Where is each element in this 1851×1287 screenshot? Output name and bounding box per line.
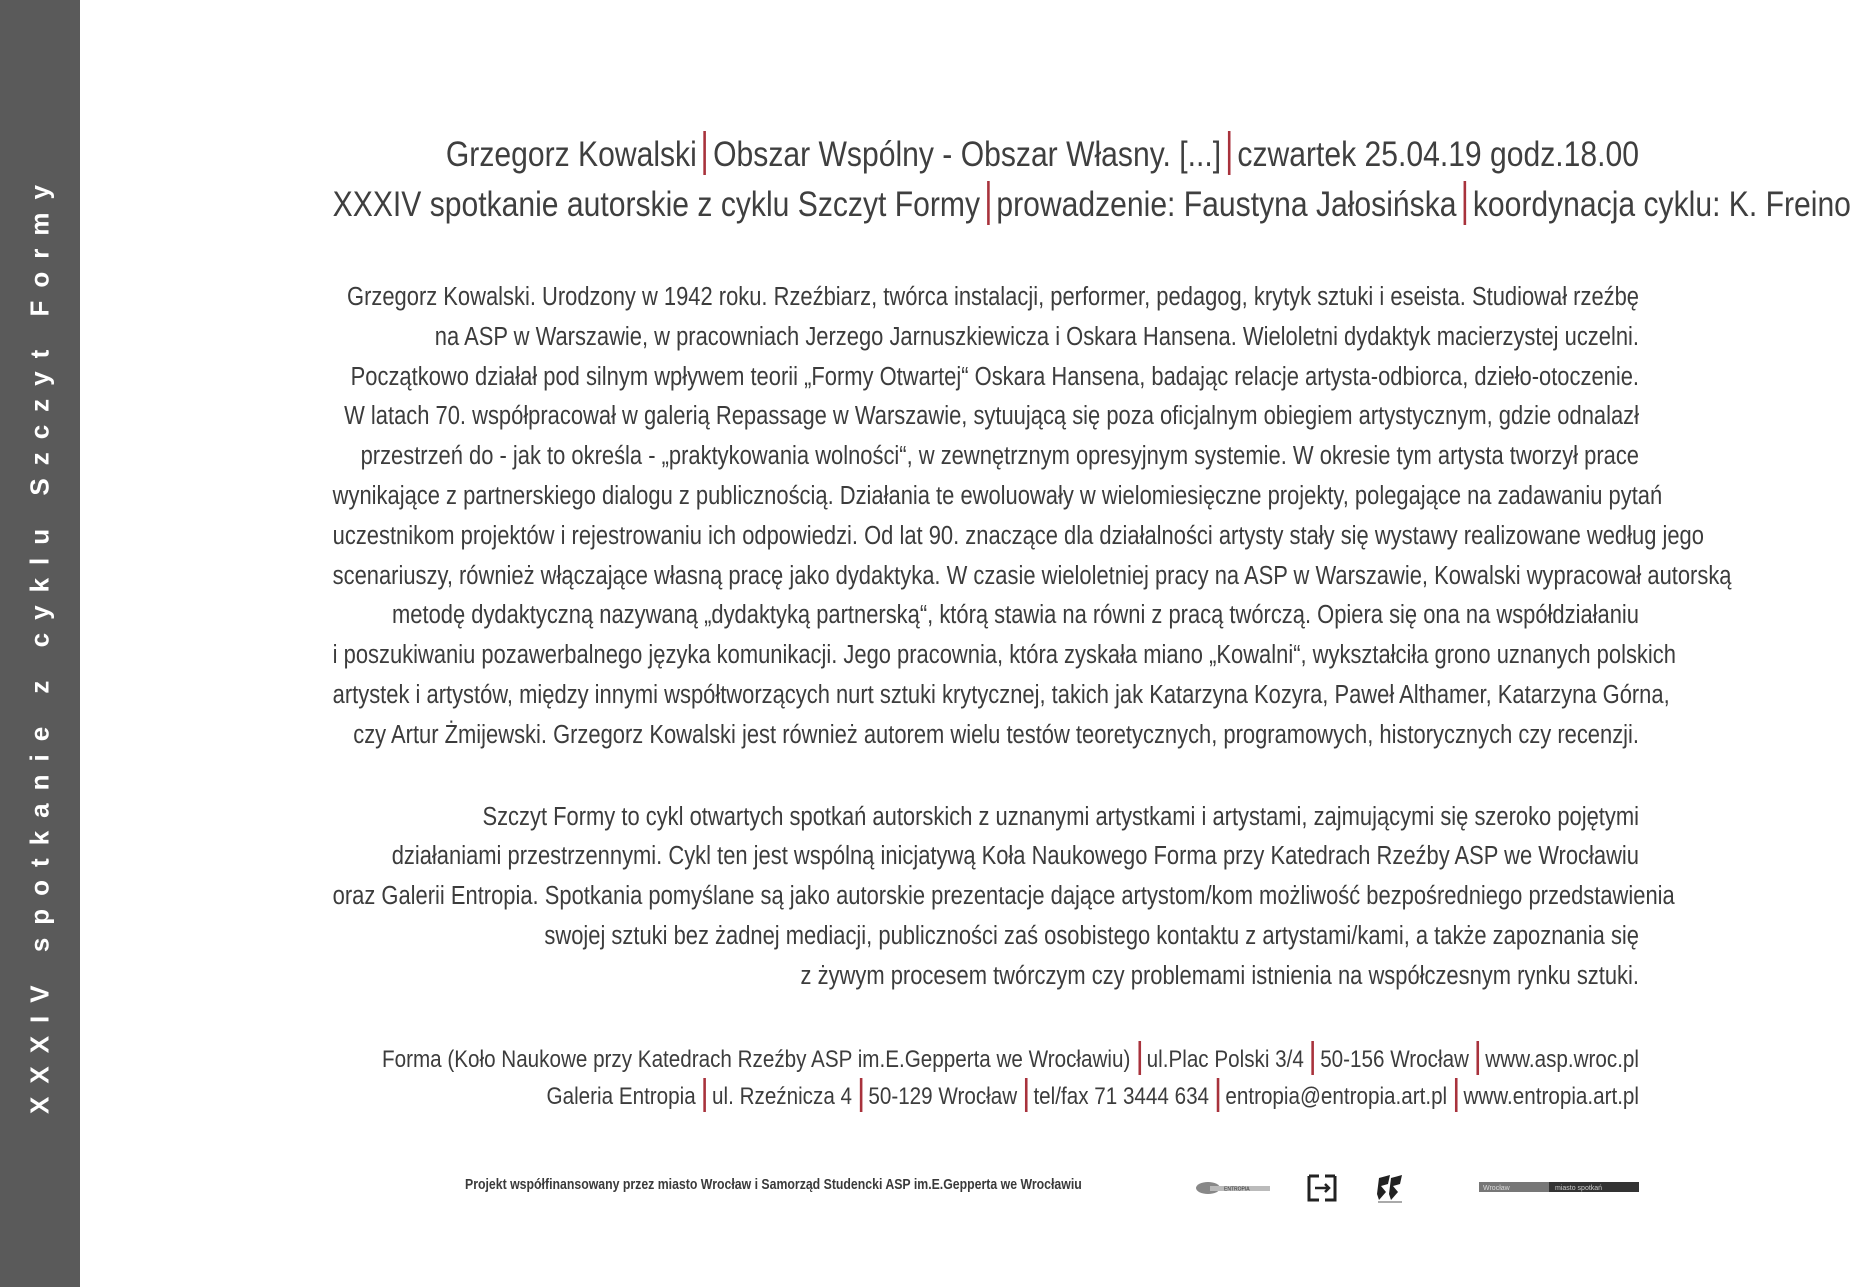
entropia-logo xyxy=(1194,1178,1274,1198)
bio-line: Grzegorz Kowalski. Urodzony w 1942 roku. Rzeźbiarz, twórca instalacji, performer, pedagog, krytyk sztuki i eseista. Studiował rzeźbę xyxy=(347,283,1640,311)
forma-website-link[interactable]: www.asp.wroc.pl xyxy=(1485,1045,1639,1073)
separator xyxy=(1138,1041,1141,1075)
frame-logo xyxy=(1305,1172,1339,1204)
page-content xyxy=(120,0,1851,1115)
wroclaw-logo-city: Wrocław xyxy=(1483,1185,1510,1192)
bio-paragraph xyxy=(332,278,1732,756)
event-title: Obszar Wspólny - Obszar Własny. [...] xyxy=(713,135,1222,174)
header-line-2 xyxy=(332,180,1851,230)
funding-note: Projekt współfinansowany przez miasto Wrocław i Samorząd Studencki ASP im.E.Gepperta we Wrocławiu xyxy=(465,1176,1082,1193)
contact-line-1 xyxy=(333,1041,1639,1078)
separator xyxy=(1477,1041,1480,1075)
gallery-city: 50-129 Wrocław xyxy=(868,1082,1018,1110)
about-paragraph xyxy=(332,798,1675,997)
separator xyxy=(1025,1078,1028,1112)
wroclaw-logo-tagline: miasto spotkań xyxy=(1555,1185,1603,1192)
footer xyxy=(120,1170,1639,1204)
separator xyxy=(1228,131,1231,175)
event-date: czwartek 25.04.19 godz.18.00 xyxy=(1237,135,1639,174)
separator xyxy=(860,1078,863,1112)
header-line-1 xyxy=(333,130,1639,180)
bio-line: Początkowo działał pod silnym wpływem teorii „Formy Otwartej“ Oskara Hansena, badając relacje artysta-odbiorca, dzieło-otoczenie. xyxy=(350,362,1640,391)
about-line: oraz Galerii Entropia. Spotkania pomyślane są jako autorskie prezentacje dające artystom/kom możliwość bezpośredniego przedstawienia xyxy=(332,882,1675,911)
separator xyxy=(703,1078,706,1112)
bio-line: metodę dydaktyczną nazywaną „dydaktyką partnerską“, którą stawia na równi z pracą twórczą. Opiera się ona na współdziałaniu xyxy=(392,601,1640,630)
bio-line: artystek i artystów, między innymi współtworzących nurt sztuki krytycznej, takich jak Katarzyna Kozyra, Paweł Althamer, Katarzyna Górna, xyxy=(332,680,1670,709)
bio-line: na ASP w Warszawie, w pracowniach Jerzego Jarnuszkiewicza i Oskara Hansena. Wieloletni dydaktyk macierzystej uczelni. xyxy=(434,322,1639,351)
gallery-address: ul. Rzeźnicza 4 xyxy=(712,1082,853,1110)
bio-line: wynikające z partnerskiego dialogu z publicznością. Działania te ewoluowały w wielomiesięczne projekty, polegające na zadawaniu pytań xyxy=(332,481,1663,510)
wroclaw-logo xyxy=(1479,1182,1639,1192)
event-coordinator: koordynacja cyklu: K. Freino xyxy=(1472,185,1851,224)
separator xyxy=(1312,1041,1315,1075)
event-series: XXXIV spotkanie autorskie z cyklu Szczyt Formy xyxy=(332,185,981,224)
bio-line: przestrzeń do - jak to określa - „praktykowania wolności“, w zewnętrznym opresyjnym systemie. W okresie tym artysta tworzył prace xyxy=(360,442,1639,471)
gallery-phone: tel/fax 71 3444 634 xyxy=(1033,1082,1210,1110)
separator xyxy=(1455,1078,1458,1112)
about-line: Szczyt Formy to cykl otwartych spotkań autorskich z uznanymi artystkami i artystami, zajmującymi się szeroko pojętymi xyxy=(482,802,1639,831)
bio-line: uczestnikom projektów i rejestrowaniu ich odpowiedzi. Od lat 90. znaczące dla działalności artysty stały się wystawy realizowane według jego xyxy=(332,521,1704,550)
bio-line: scenariuszy, również włączające własną pracę jako dydaktyka. W czasie wieloletniej pracy na ASP w Warszawie, Kowalski wypracował autorską xyxy=(332,561,1732,590)
event-host: prowadzenie: Faustyna Jałosińska xyxy=(996,185,1457,224)
separator xyxy=(987,181,990,225)
student-council-logo xyxy=(1374,1172,1406,1204)
gallery-name: Galeria Entropia xyxy=(546,1082,696,1110)
bio-line: W latach 70. współpracował w galerią Repassage w Warszawie, sytuującą się poza oficjalnym obiegiem artystycznym, gdzie odnalazł xyxy=(344,402,1639,431)
gallery-website-link[interactable]: www.entropia.art.pl xyxy=(1463,1082,1639,1110)
sidebar-band xyxy=(0,0,80,1287)
gallery-email-link[interactable]: entropia@entropia.art.pl xyxy=(1225,1082,1448,1110)
forma-city: 50-156 Wrocław xyxy=(1320,1045,1469,1073)
about-line: swojej sztuki bez żadnej mediacji, publiczności zaś osobistego kontaktu z artystami/kami, a także zapoznania się xyxy=(544,921,1639,950)
bio-line: czy Artur Żmijewski. Grzegorz Kowalski jest również autorem wielu testów teoretycznych, programowych, historycznych czy recenzji. xyxy=(353,720,1639,749)
contact-line-2 xyxy=(333,1078,1639,1115)
entropia-logo-label: ENTROPIA xyxy=(1224,1186,1250,1193)
separator xyxy=(1463,181,1466,225)
bio-line: i poszukiwaniu pozawerbalnego języka komunikacji. Jego pracownia, która zyskała miano „Kowalni“, wykształciła grono uznanych polskich xyxy=(332,641,1676,670)
separator xyxy=(704,131,707,175)
about-line: działaniami przestrzennymi. Cykl ten jest wspólną inicjatywą Koła Naukowego Forma przy Katedrach Rzeźby ASP we Wrocławiu xyxy=(391,842,1640,871)
sidebar-title: XXXIV spotkanie z cyklu Szczyt Formy xyxy=(24,172,55,1114)
forma-address: ul.Plac Polski 3/4 xyxy=(1146,1045,1304,1073)
about-line: z żywym procesem twórczym czy problemami istnienia na współczesnym rynku sztuki. xyxy=(800,961,1639,990)
forma-name: Forma (Koło Naukowe przy Katedrach Rzeźby ASP im.E.Gepperta we Wrocławiu) xyxy=(382,1045,1131,1073)
separator xyxy=(1217,1078,1220,1112)
artist-name: Grzegorz Kowalski xyxy=(445,135,697,174)
